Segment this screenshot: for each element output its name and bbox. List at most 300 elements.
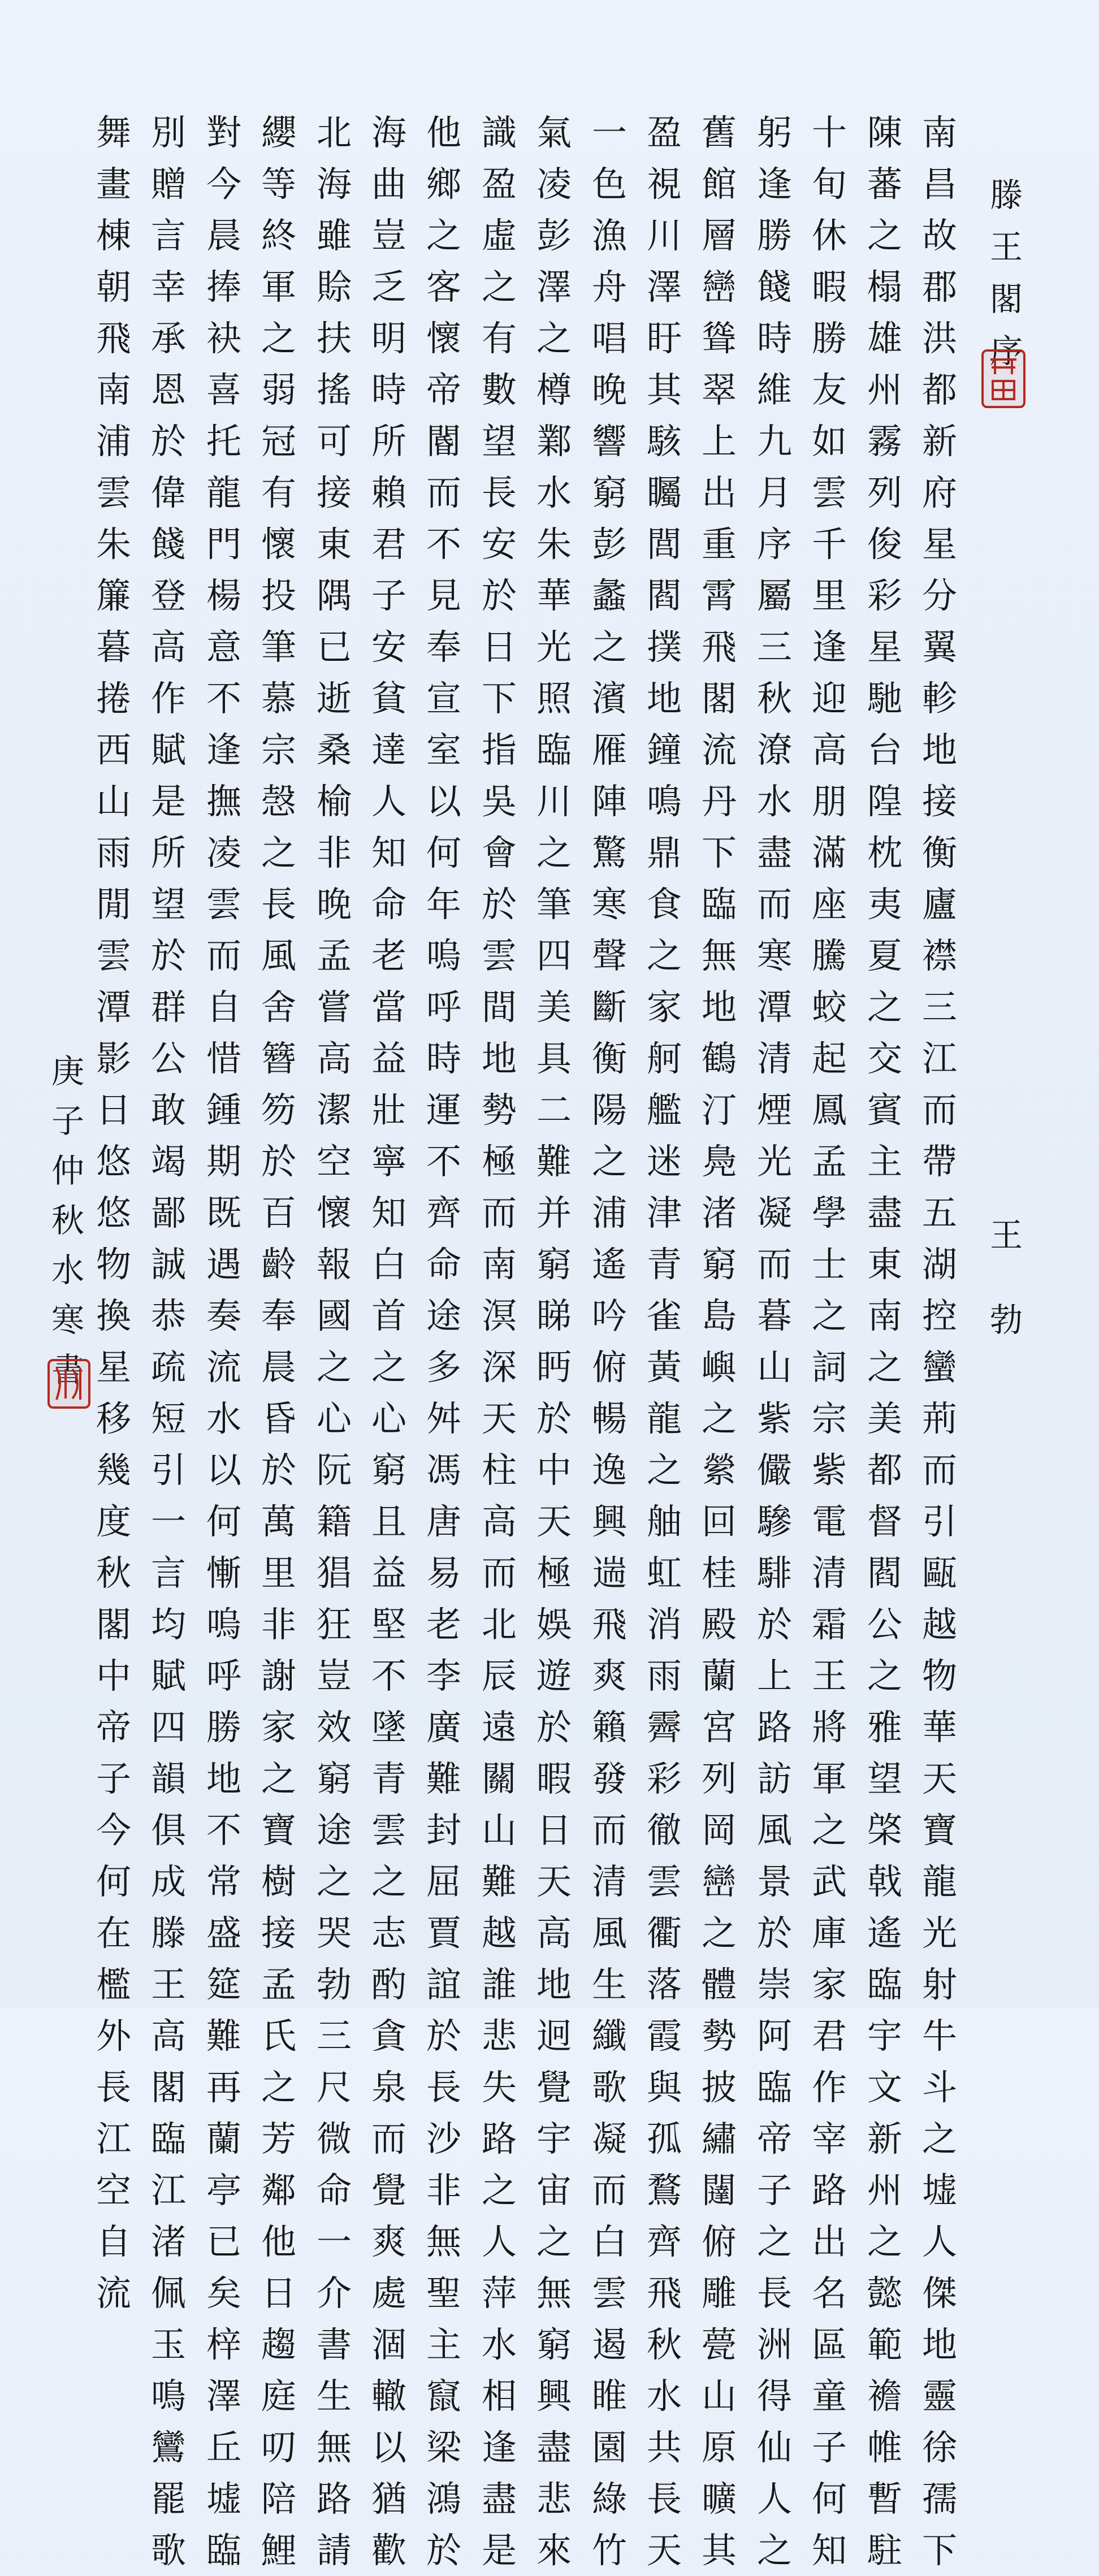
body-char: 崇 [756, 1964, 792, 2005]
text-column [917, 0, 962, 2571]
body-char: 俊 [867, 523, 902, 565]
body-char: 蘭 [206, 2118, 241, 2159]
body-char: 覺 [371, 2170, 406, 2211]
body-char: 於 [426, 2015, 461, 2057]
body-char: 睢 [591, 2375, 627, 2417]
body-char: 猶 [371, 2478, 406, 2519]
body-char: 懿 [867, 2272, 902, 2314]
body-char: 鄙 [150, 1192, 186, 1233]
signature-char: 水 [51, 1251, 84, 1289]
body-char: 狂 [316, 1604, 352, 1645]
body-char: 昏 [261, 1398, 296, 1439]
body-char: 丹 [701, 781, 737, 822]
body-char: 賓 [867, 1089, 902, 1131]
body-char: 得 [756, 2375, 792, 2417]
body-char: 區 [811, 2324, 847, 2365]
body-char: 幾 [96, 1449, 131, 1491]
body-char: 袂 [206, 318, 241, 359]
body-char: 控 [921, 1295, 957, 1336]
body-char: 寶 [921, 1809, 957, 1851]
body-char: 士 [811, 1244, 847, 1285]
body-char: 蠻 [921, 1347, 957, 1388]
body-char: 成 [150, 1861, 186, 1902]
body-char: 盈 [481, 163, 517, 205]
body-char: 湖 [921, 1244, 957, 1285]
body-char: 關 [481, 1758, 517, 1799]
body-char: 之 [867, 2221, 902, 2262]
body-char: 志 [371, 1912, 406, 1954]
body-char: 賦 [150, 729, 186, 770]
author-column [984, 0, 1029, 2008]
body-char: 懷 [316, 1192, 352, 1233]
body-char: 而 [481, 1192, 517, 1233]
body-char: 物 [96, 1244, 131, 1285]
body-char: 益 [371, 1552, 406, 1594]
body-char: 賴 [371, 472, 406, 513]
body-char: 秋 [96, 1552, 131, 1594]
body-char: 朱 [536, 523, 572, 565]
body-char: 以 [371, 2427, 406, 2468]
body-char: 斗 [921, 2067, 957, 2108]
body-char: 不 [206, 678, 241, 719]
body-char: 星 [921, 523, 957, 565]
body-char: 鄴 [536, 421, 572, 462]
body-char: 懷 [426, 318, 461, 359]
body-char: 館 [701, 163, 737, 205]
body-char: 荊 [921, 1398, 957, 1439]
body-char: 夷 [867, 884, 902, 925]
body-char: 風 [261, 935, 296, 976]
body-char: 酌 [371, 1964, 406, 2005]
body-char: 子 [371, 575, 406, 616]
body-char: 夏 [867, 935, 902, 976]
body-char: 清 [811, 1552, 847, 1594]
body-char: 上 [701, 421, 737, 462]
body-char: 他 [426, 112, 461, 153]
body-char: 南 [96, 369, 131, 410]
body-char: 驚 [591, 832, 627, 873]
body-char: 何 [206, 1501, 241, 1542]
body-char: 騑 [756, 1552, 792, 1594]
body-char: 而 [756, 884, 792, 925]
body-char: 青 [371, 1758, 406, 1799]
body-char: 安 [481, 523, 517, 565]
text-column [146, 0, 191, 2571]
body-char: 天 [646, 2530, 682, 2571]
body-char: 公 [150, 1038, 186, 1079]
body-char: 度 [96, 1501, 131, 1542]
body-char: 窮 [316, 1758, 352, 1799]
body-char: 落 [646, 1964, 682, 2005]
body-char: 霄 [701, 575, 737, 616]
body-char: 舳 [646, 1501, 682, 1542]
body-char: 蠡 [591, 575, 627, 616]
body-char: 盱 [646, 318, 682, 359]
signature-char: 子 [51, 1102, 84, 1140]
body-char: 達 [371, 729, 406, 770]
body-char: 天 [921, 1758, 957, 1799]
body-char: 如 [811, 421, 847, 462]
body-char: 之 [536, 318, 572, 359]
body-char: 長 [481, 472, 517, 513]
body-char: 之 [261, 2067, 296, 2108]
signature-char: 寒 [51, 1301, 84, 1339]
body-char: 遇 [206, 1244, 241, 1285]
body-char: 而 [921, 1089, 957, 1131]
body-char: 請 [316, 2530, 352, 2571]
body-char: 且 [371, 1501, 406, 1542]
body-char: 滿 [811, 832, 847, 873]
body-char: 接 [261, 1912, 296, 1954]
body-char: 雖 [316, 215, 352, 256]
body-char: 地 [701, 986, 737, 1028]
body-char: 座 [811, 884, 847, 925]
body-char: 之 [701, 1912, 737, 1954]
body-char: 餞 [756, 266, 792, 308]
body-char: 非 [316, 832, 352, 873]
body-char: 筆 [261, 626, 296, 668]
body-char: 迎 [811, 678, 847, 719]
body-char: 鼎 [646, 832, 682, 873]
body-char: 霽 [646, 1707, 682, 1748]
body-char: 五 [921, 1192, 957, 1233]
body-char: 對 [206, 112, 241, 153]
body-char: 阮 [316, 1449, 352, 1491]
body-char: 之 [756, 2530, 792, 2571]
body-char: 之 [646, 1449, 682, 1491]
body-char: 宇 [867, 2015, 902, 2057]
body-char: 之 [371, 1347, 406, 1388]
body-char: 之 [591, 1141, 627, 1182]
body-char: 主 [426, 2324, 461, 2365]
body-char: 子 [96, 1758, 131, 1799]
body-char: 之 [261, 1758, 296, 1799]
body-char: 虹 [646, 1552, 682, 1594]
body-char: 鴻 [426, 2478, 461, 2519]
body-char: 馮 [426, 1449, 461, 1491]
body-char: 都 [921, 369, 957, 410]
body-char: 公 [867, 1604, 902, 1645]
body-char: 樽 [536, 369, 572, 410]
body-char: 見 [426, 575, 461, 616]
body-char: 撲 [646, 626, 682, 668]
body-char: 龍 [921, 1861, 957, 1902]
body-char: 而 [591, 1809, 627, 1851]
body-char: 無 [426, 2221, 461, 2262]
body-char: 日 [261, 2272, 296, 2314]
body-char: 睇 [536, 1295, 572, 1336]
body-char: 遙 [591, 1244, 627, 1285]
body-char: 下 [481, 678, 517, 719]
body-char: 會 [481, 832, 517, 873]
body-char: 簾 [96, 575, 131, 616]
body-char: 別 [150, 112, 186, 153]
body-char: 秋 [756, 678, 792, 719]
body-char: 日 [96, 1089, 131, 1131]
body-char: 悠 [96, 1192, 131, 1233]
body-char: 光 [536, 626, 572, 668]
body-char: 之 [701, 1398, 737, 1439]
body-char: 常 [206, 1861, 241, 1902]
body-char: 飛 [96, 318, 131, 359]
body-char: 竄 [426, 2375, 461, 2417]
body-char: 暢 [591, 1398, 627, 1439]
body-char: 勝 [811, 318, 847, 359]
body-char: 窮 [701, 1244, 737, 1285]
body-char: 年 [426, 884, 461, 925]
body-char: 都 [867, 1449, 902, 1491]
body-char: 黃 [646, 1347, 682, 1388]
body-char: 盡 [756, 832, 792, 873]
body-char: 三 [316, 2015, 352, 2057]
body-char: 堅 [371, 1604, 406, 1645]
body-char: 甍 [701, 2324, 737, 2365]
body-char: 彩 [867, 575, 902, 616]
body-char: 家 [261, 1707, 296, 1748]
body-char: 奉 [426, 626, 461, 668]
body-char: 之 [646, 935, 682, 976]
body-char: 不 [426, 1141, 461, 1182]
body-char: 出 [701, 472, 737, 513]
body-char: 地 [536, 1964, 572, 2005]
body-char: 帝 [756, 2118, 792, 2159]
body-char: 艦 [646, 1089, 682, 1131]
body-char: 歌 [150, 2530, 186, 2571]
body-char: 竹 [591, 2530, 627, 2571]
body-char: 晨 [206, 215, 241, 256]
body-char: 閣 [701, 678, 737, 719]
body-char: 暮 [756, 1295, 792, 1336]
body-char: 白 [371, 1244, 406, 1285]
body-char: 間 [481, 986, 517, 1028]
body-char: 範 [867, 2324, 902, 2365]
body-char: 既 [206, 1192, 241, 1233]
body-char: 宗 [811, 1398, 847, 1439]
body-char: 陪 [261, 2478, 296, 2519]
body-char: 途 [316, 1809, 352, 1851]
body-char: 泉 [371, 2067, 406, 2108]
body-char: 斷 [591, 986, 627, 1028]
body-char: 臨 [756, 2067, 792, 2108]
body-char: 人 [921, 2221, 957, 2262]
body-char: 壯 [371, 1089, 406, 1131]
body-char: 陣 [591, 781, 627, 822]
body-char: 食 [646, 884, 682, 925]
body-char: 引 [921, 1501, 957, 1542]
body-char: 之 [811, 1809, 847, 1851]
body-char: 指 [481, 729, 517, 770]
text-column [366, 0, 412, 2571]
body-char: 奉 [261, 1295, 296, 1336]
body-char: 不 [426, 523, 461, 565]
body-char: 列 [867, 472, 902, 513]
text-column [696, 0, 742, 2571]
body-char: 帷 [867, 2427, 902, 2468]
body-char: 百 [261, 1192, 296, 1233]
body-char: 王 [150, 1964, 186, 2005]
body-char: 盡 [481, 2478, 517, 2519]
body-char: 迷 [646, 1141, 682, 1182]
body-char: 誠 [150, 1244, 186, 1285]
body-char: 友 [811, 369, 847, 410]
body-char: 扶 [316, 318, 352, 359]
body-char: 孟 [316, 935, 352, 976]
body-char: 聳 [701, 318, 737, 359]
body-char: 幸 [150, 266, 186, 308]
body-char: 命 [316, 2170, 352, 2211]
body-char: 雲 [646, 1861, 682, 1902]
text-column [752, 0, 797, 2571]
body-char: 多 [426, 1347, 461, 1388]
body-char: 李 [426, 1655, 461, 1696]
body-char: 悠 [96, 1141, 131, 1182]
body-char: 地 [921, 2324, 957, 2365]
body-char: 墜 [371, 1707, 406, 1748]
body-char: 雲 [591, 2272, 627, 2314]
body-char: 誰 [481, 1964, 517, 2005]
body-char: 高 [536, 1912, 572, 1954]
body-char: 地 [481, 1038, 517, 1079]
body-char: 維 [756, 369, 792, 410]
body-char: 猖 [316, 1552, 352, 1594]
body-char: 筆 [536, 884, 572, 925]
body-char: 國 [316, 1295, 352, 1336]
body-char: 知 [371, 832, 406, 873]
body-char: 子 [756, 2170, 792, 2211]
body-char: 雁 [591, 729, 627, 770]
body-char: 隍 [867, 781, 902, 822]
body-char: 北 [481, 1604, 517, 1645]
body-char: 衡 [921, 832, 957, 873]
body-char: 庫 [811, 1912, 847, 1954]
body-char: 吳 [481, 781, 517, 822]
body-char: 當 [371, 986, 406, 1028]
body-char: 舍 [261, 986, 296, 1028]
body-char: 昌 [921, 163, 957, 205]
body-char: 巒 [701, 266, 737, 308]
body-char: 青 [646, 1244, 682, 1285]
body-char: 於 [261, 1449, 296, 1491]
body-char: 庭 [261, 2375, 296, 2417]
body-char: 路 [811, 2170, 847, 2211]
body-char: 聖 [426, 2272, 461, 2314]
body-char: 主 [867, 1141, 902, 1182]
body-char: 汀 [701, 1089, 737, 1131]
body-char: 晚 [316, 884, 352, 925]
body-char: 奏 [206, 1295, 241, 1336]
body-char: 偉 [150, 472, 186, 513]
body-char: 鐘 [646, 729, 682, 770]
body-char: 何 [811, 2478, 847, 2519]
text-column [311, 0, 357, 2571]
body-char: 鳧 [701, 1141, 737, 1182]
body-char: 戟 [867, 1861, 902, 1902]
body-char: 隅 [316, 575, 352, 616]
body-char: 中 [536, 1449, 572, 1491]
body-char: 凝 [756, 1192, 792, 1233]
body-char: 承 [150, 318, 186, 359]
author-char: 王 [989, 1216, 1023, 1254]
body-char: 微 [316, 2118, 352, 2159]
body-char: 長 [96, 2067, 131, 2108]
body-char: 贈 [150, 163, 186, 205]
body-char: 浦 [96, 421, 131, 462]
body-char: 浦 [591, 1192, 627, 1233]
body-char: 之 [811, 1295, 847, 1336]
body-char: 懷 [261, 523, 296, 565]
body-char: 以 [206, 1449, 241, 1491]
body-char: 地 [646, 678, 682, 719]
body-char: 纖 [591, 2015, 627, 2057]
body-char: 俯 [701, 2221, 737, 2262]
body-char: 之 [536, 2221, 572, 2262]
body-char: 日 [481, 626, 517, 668]
body-char: 之 [261, 832, 296, 873]
body-char: 廬 [921, 884, 957, 925]
body-char: 遙 [867, 1912, 902, 1954]
body-char: 駐 [867, 2530, 902, 2571]
body-char: 一 [316, 2221, 352, 2262]
body-char: 一 [591, 112, 627, 153]
body-char: 笏 [261, 1089, 296, 1131]
body-char: 筵 [206, 1964, 241, 2005]
body-char: 之 [867, 215, 902, 256]
body-char: 極 [481, 1141, 517, 1182]
body-char: 鶴 [701, 1038, 737, 1079]
body-char: 而 [426, 472, 461, 513]
body-char: 桑 [316, 729, 352, 770]
body-char: 娛 [536, 1604, 572, 1645]
body-char: 慚 [206, 1552, 241, 1594]
body-char: 之 [867, 1655, 902, 1696]
body-char: 乏 [371, 266, 406, 308]
body-char: 天 [536, 1861, 572, 1902]
body-char: 馳 [867, 678, 902, 719]
body-char: 無 [536, 2272, 572, 2314]
body-char: 澤 [536, 266, 572, 308]
body-char: 帝 [96, 1707, 131, 1748]
body-char: 流 [206, 1347, 241, 1388]
body-char: 南 [481, 1244, 517, 1285]
body-char: 勝 [756, 215, 792, 256]
body-char: 氣 [536, 112, 572, 153]
body-char: 眄 [536, 1347, 572, 1388]
body-char: 捲 [96, 678, 131, 719]
body-char: 披 [701, 2067, 737, 2108]
body-char: 客 [426, 266, 461, 308]
body-char: 山 [756, 1347, 792, 1388]
body-char: 風 [756, 1809, 792, 1851]
body-char: 喜 [206, 369, 241, 410]
body-char: 南 [867, 1295, 902, 1336]
body-char: 逢 [811, 626, 847, 668]
body-char: 潭 [756, 986, 792, 1028]
body-char: 爽 [371, 2221, 406, 2262]
body-char: 紫 [811, 1449, 847, 1491]
body-char: 之 [371, 1861, 406, 1902]
body-char: 水 [481, 2324, 517, 2365]
body-char: 霜 [811, 1604, 847, 1645]
body-char: 嗚 [426, 935, 461, 976]
body-char: 涸 [371, 2324, 406, 2365]
body-char: 矚 [646, 472, 682, 513]
body-char: 雲 [811, 472, 847, 513]
body-char: 色 [591, 163, 627, 205]
body-char: 序 [756, 523, 792, 565]
body-char: 短 [150, 1398, 186, 1439]
body-char: 宇 [536, 2118, 572, 2159]
body-char: 暇 [536, 1758, 572, 1799]
